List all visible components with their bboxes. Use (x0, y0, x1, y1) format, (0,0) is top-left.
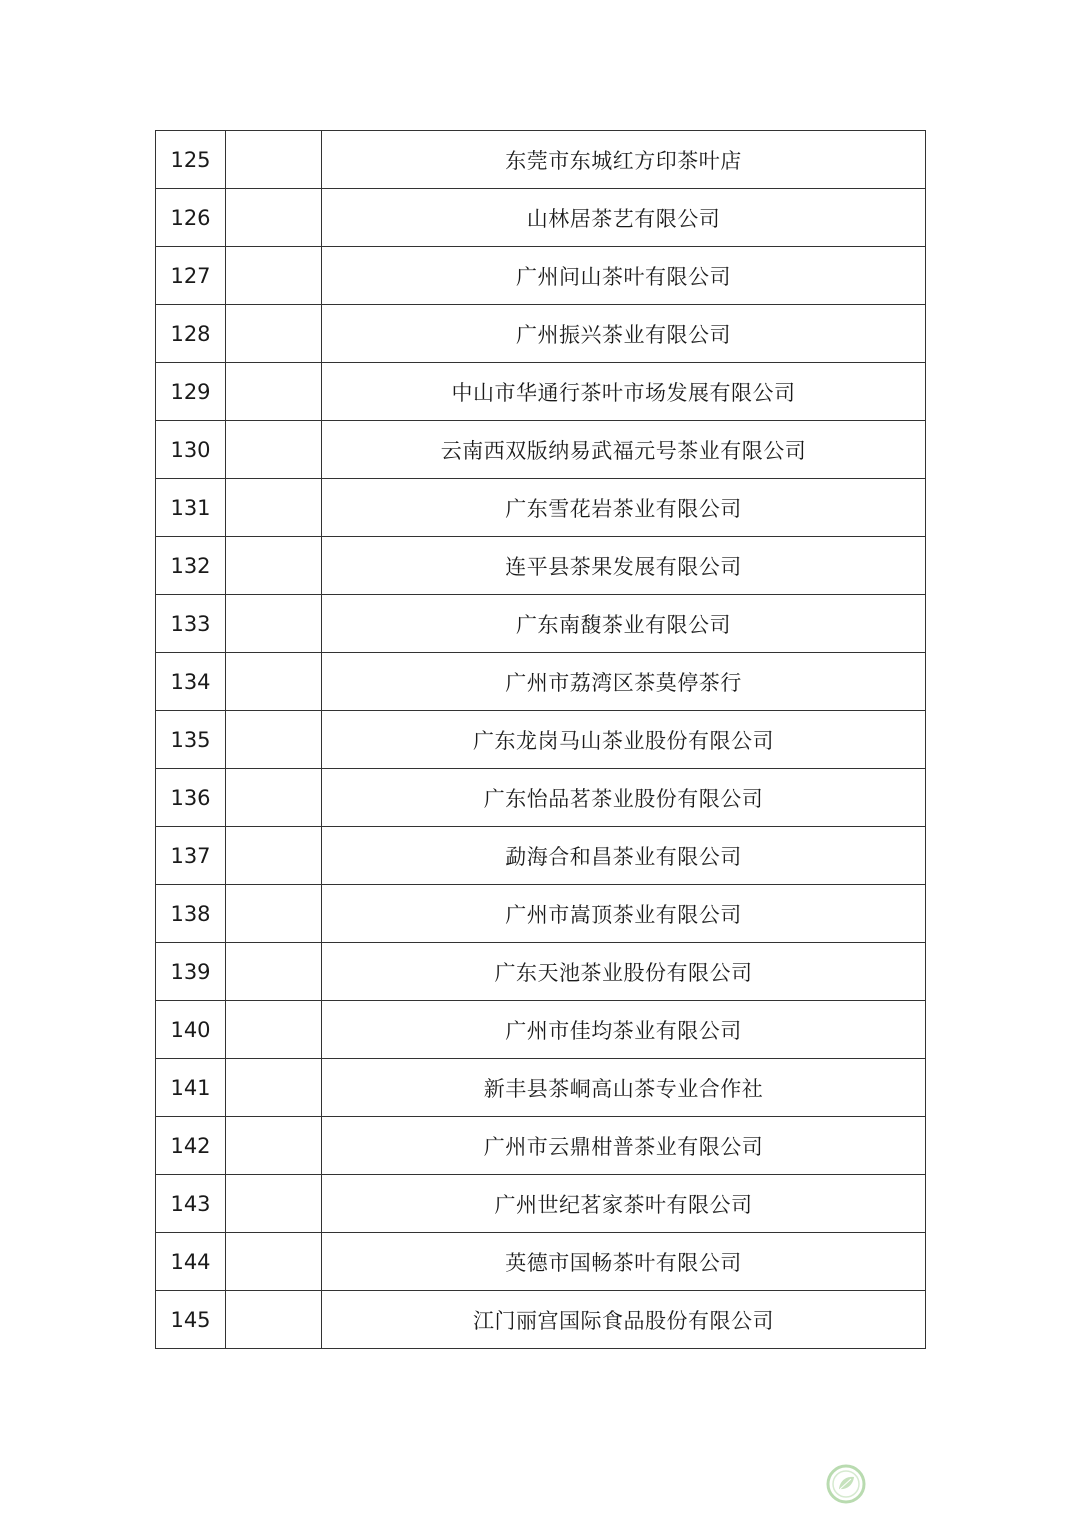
table-row (156, 1175, 926, 1233)
empty-cell (226, 247, 322, 305)
company-name: 江门丽宫国际食品股份有限公司 (322, 1291, 926, 1349)
empty-cell (226, 363, 322, 421)
company-name: 广州世纪茗家茶叶有限公司 (322, 1175, 926, 1233)
company-name: 广东龙岗马山茶业股份有限公司 (322, 711, 926, 769)
row-number: 144 (156, 1233, 226, 1291)
company-name: 广东南馥茶业有限公司 (322, 595, 926, 653)
company-name: 广东雪花岩茶业有限公司 (322, 479, 926, 537)
company-table (155, 130, 926, 1349)
table-row (156, 1233, 926, 1291)
empty-cell (226, 1059, 322, 1117)
company-name: 山林居茶艺有限公司 (322, 189, 926, 247)
row-number: 142 (156, 1117, 226, 1175)
company-name: 广东怡品茗茶业股份有限公司 (322, 769, 926, 827)
row-number: 139 (156, 943, 226, 1001)
row-number: 128 (156, 305, 226, 363)
row-number: 129 (156, 363, 226, 421)
empty-cell (226, 653, 322, 711)
empty-cell (226, 305, 322, 363)
row-number: 125 (156, 131, 226, 189)
table-row (156, 479, 926, 537)
table-row (156, 537, 926, 595)
table-row (156, 363, 926, 421)
company-name: 连平县茶果发展有限公司 (322, 537, 926, 595)
empty-cell (226, 131, 322, 189)
row-number: 145 (156, 1291, 226, 1349)
table-row (156, 827, 926, 885)
empty-cell (226, 1175, 322, 1233)
row-number: 134 (156, 653, 226, 711)
leaf-logo-icon (826, 1464, 866, 1504)
company-name: 中山市华通行茶叶市场发展有限公司 (322, 363, 926, 421)
table-row (156, 1291, 926, 1349)
empty-cell (226, 479, 322, 537)
company-table-body (156, 131, 926, 1349)
table-row (156, 1117, 926, 1175)
table-row (156, 1059, 926, 1117)
row-number: 136 (156, 769, 226, 827)
empty-cell (226, 189, 322, 247)
table-row (156, 247, 926, 305)
company-name: 云南西双版纳易武福元号茶业有限公司 (322, 421, 926, 479)
row-number: 132 (156, 537, 226, 595)
company-name: 广州市荔湾区茶莫停茶行 (322, 653, 926, 711)
table-row (156, 305, 926, 363)
empty-cell (226, 595, 322, 653)
company-name: 广州问山茶叶有限公司 (322, 247, 926, 305)
empty-cell (226, 769, 322, 827)
row-number: 131 (156, 479, 226, 537)
company-name: 新丰县茶峒高山茶专业合作社 (322, 1059, 926, 1117)
row-number: 143 (156, 1175, 226, 1233)
company-name: 东莞市东城红方印茶叶店 (322, 131, 926, 189)
row-number: 126 (156, 189, 226, 247)
table-row (156, 711, 926, 769)
row-number: 133 (156, 595, 226, 653)
table-row (156, 1001, 926, 1059)
table-row (156, 189, 926, 247)
row-number: 141 (156, 1059, 226, 1117)
row-number: 138 (156, 885, 226, 943)
row-number: 140 (156, 1001, 226, 1059)
empty-cell (226, 1001, 322, 1059)
empty-cell (226, 421, 322, 479)
row-number: 137 (156, 827, 226, 885)
company-name: 英德市国畅茶叶有限公司 (322, 1233, 926, 1291)
empty-cell (226, 1117, 322, 1175)
company-name: 勐海合和昌茶业有限公司 (322, 827, 926, 885)
empty-cell (226, 711, 322, 769)
table-row (156, 595, 926, 653)
table-row (156, 943, 926, 1001)
company-name: 广州振兴茶业有限公司 (322, 305, 926, 363)
empty-cell (226, 1291, 322, 1349)
table-row (156, 885, 926, 943)
empty-cell (226, 943, 322, 1001)
empty-cell (226, 537, 322, 595)
table-row (156, 131, 926, 189)
company-name: 广东天池茶业股份有限公司 (322, 943, 926, 1001)
row-number: 135 (156, 711, 226, 769)
row-number: 127 (156, 247, 226, 305)
company-name: 广州市嵩顶茶业有限公司 (322, 885, 926, 943)
empty-cell (226, 885, 322, 943)
table-row (156, 421, 926, 479)
empty-cell (226, 827, 322, 885)
table-row (156, 653, 926, 711)
company-name: 广州市佳均茶业有限公司 (322, 1001, 926, 1059)
empty-cell (226, 1233, 322, 1291)
row-number: 130 (156, 421, 226, 479)
table-row (156, 769, 926, 827)
company-name: 广州市云鼎柑普茶业有限公司 (322, 1117, 926, 1175)
